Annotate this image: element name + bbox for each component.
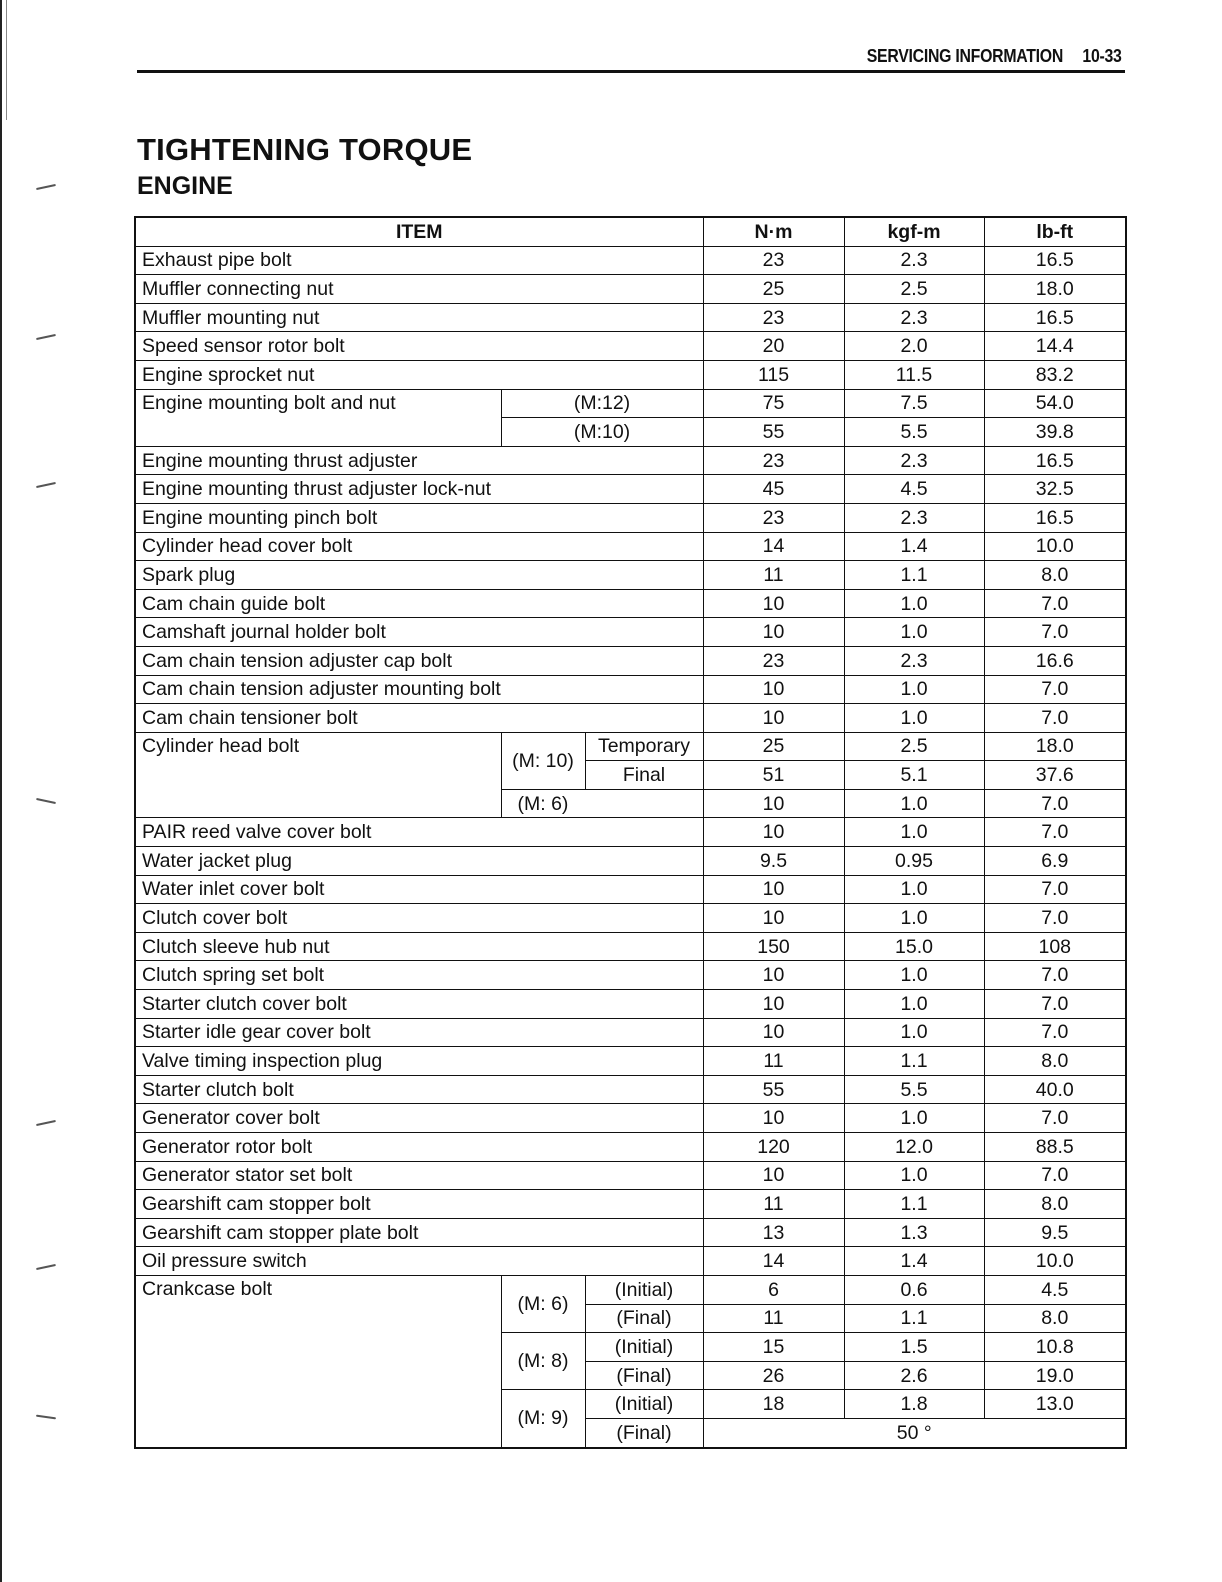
stage-cell: (Final): [585, 1304, 703, 1333]
kgfm-cell: 5.5: [844, 1075, 984, 1104]
nm-cell: 15: [703, 1333, 844, 1362]
lbft-cell: 10.0: [984, 532, 1126, 561]
kgfm-cell: 2.6: [844, 1361, 984, 1390]
lbft-cell: 19.0: [984, 1361, 1126, 1390]
table-row: [135, 389, 1126, 418]
kgfm-cell: 1.0: [844, 818, 984, 847]
table-row: [135, 990, 1126, 1019]
lbft-cell: 7.0: [984, 818, 1126, 847]
kgfm-cell: 1.0: [844, 875, 984, 904]
lbft-cell: 18.0: [984, 732, 1126, 761]
lbft-cell: 7.0: [984, 675, 1126, 704]
item-cell: Cam chain tension adjuster mounting bolt: [135, 675, 703, 704]
stage-cell: (Final): [585, 1361, 703, 1390]
nm-cell: 23: [703, 246, 844, 275]
section-subtitle: ENGINE: [137, 172, 233, 200]
kgfm-cell: 1.0: [844, 1161, 984, 1190]
nm-cell: 26: [703, 1361, 844, 1390]
nm-cell: 45: [703, 475, 844, 504]
nm-cell: 10: [703, 589, 844, 618]
nm-cell: 10: [703, 818, 844, 847]
item-cell: Starter clutch bolt: [135, 1075, 703, 1104]
kgfm-cell: 1.3: [844, 1218, 984, 1247]
table-row: [135, 475, 1126, 504]
kgfm-cell: 1.0: [844, 1104, 984, 1133]
kgfm-cell: 5.5: [844, 418, 984, 447]
margin-mark: [36, 1120, 56, 1126]
kgfm-cell: 1.5: [844, 1333, 984, 1362]
table-row: [135, 360, 1126, 389]
nm-cell: 11: [703, 1047, 844, 1076]
nm-cell: 10: [703, 990, 844, 1019]
table-row: [135, 732, 1126, 761]
lbft-cell: 7.0: [984, 789, 1126, 818]
lbft-cell: 8.0: [984, 561, 1126, 590]
kgfm-cell: 0.95: [844, 847, 984, 876]
kgfm-cell: 1.0: [844, 618, 984, 647]
nm-cell: 55: [703, 418, 844, 447]
kgfm-cell: 1.1: [844, 561, 984, 590]
size-cell: (M: 6): [501, 789, 703, 818]
nm-cell: 10: [703, 1018, 844, 1047]
item-cell: Clutch sleeve hub nut: [135, 932, 703, 961]
stage-cell: Final: [585, 761, 703, 790]
lbft-cell: 88.5: [984, 1133, 1126, 1162]
lbft-cell: 7.0: [984, 704, 1126, 733]
margin-mark: [36, 334, 56, 340]
page-title: TIGHTENING TORQUE: [137, 132, 473, 167]
nm-cell: 115: [703, 360, 844, 389]
nm-cell: 23: [703, 303, 844, 332]
kgfm-cell: 1.4: [844, 532, 984, 561]
nm-cell: 11: [703, 561, 844, 590]
lbft-cell: 10.8: [984, 1333, 1126, 1362]
table-header-row: [135, 217, 1126, 246]
table-row: [135, 532, 1126, 561]
lbft-cell: 39.8: [984, 418, 1126, 447]
kgfm-cell: 2.3: [844, 446, 984, 475]
table-row: [135, 275, 1126, 304]
table-row: [135, 704, 1126, 733]
kgfm-cell: 1.8: [844, 1390, 984, 1419]
kgfm-cell: 5.1: [844, 761, 984, 790]
header-item: ITEM: [135, 217, 703, 246]
table-row: [135, 904, 1126, 933]
nm-cell: 10: [703, 789, 844, 818]
size-cell: (M: 8): [501, 1333, 585, 1390]
nm-cell: 18: [703, 1390, 844, 1419]
lbft-cell: 7.0: [984, 1104, 1126, 1133]
item-cell: Cylinder head bolt: [135, 732, 501, 818]
item-cell: Cylinder head cover bolt: [135, 532, 703, 561]
lbft-cell: 6.9: [984, 847, 1126, 876]
item-cell: Muffler connecting nut: [135, 275, 703, 304]
nm-cell: 6: [703, 1275, 844, 1304]
header-rule: [137, 70, 1125, 73]
lbft-cell: 83.2: [984, 360, 1126, 389]
section-name: SERVICING INFORMATION: [867, 46, 1064, 66]
table-row: [135, 332, 1126, 361]
lbft-cell: 13.0: [984, 1390, 1126, 1419]
stage-cell: (Initial): [585, 1390, 703, 1419]
item-cell: Engine mounting thrust adjuster lock-nut: [135, 475, 703, 504]
stage-cell: (Initial): [585, 1333, 703, 1362]
item-cell: Clutch spring set bolt: [135, 961, 703, 990]
nm-cell: 55: [703, 1075, 844, 1104]
table-row: [135, 675, 1126, 704]
table-row: [135, 1018, 1126, 1047]
lbft-cell: 10.0: [984, 1247, 1126, 1276]
lbft-cell: 16.6: [984, 646, 1126, 675]
item-cell: Generator cover bolt: [135, 1104, 703, 1133]
nm-cell: 10: [703, 1104, 844, 1133]
item-cell: Generator stator set bolt: [135, 1161, 703, 1190]
kgfm-cell: 2.3: [844, 246, 984, 275]
table-row: [135, 961, 1126, 990]
item-cell: Exhaust pipe bolt: [135, 246, 703, 275]
kgfm-cell: 11.5: [844, 360, 984, 389]
kgfm-cell: 1.0: [844, 675, 984, 704]
table-row: [135, 1275, 1126, 1304]
kgfm-cell: 12.0: [844, 1133, 984, 1162]
size-cell: (M: 6): [501, 1275, 585, 1332]
item-cell: Cam chain tension adjuster cap bolt: [135, 646, 703, 675]
table-row: [135, 1075, 1126, 1104]
kgfm-cell: 4.5: [844, 475, 984, 504]
kgfm-cell: 1.1: [844, 1190, 984, 1219]
item-cell: PAIR reed valve cover bolt: [135, 818, 703, 847]
nm-cell: 10: [703, 704, 844, 733]
header-kgfm: kgf-m: [844, 217, 984, 246]
lbft-cell: 7.0: [984, 904, 1126, 933]
nm-cell: 51: [703, 761, 844, 790]
lbft-cell: 16.5: [984, 503, 1126, 532]
lbft-cell: 7.0: [984, 618, 1126, 647]
kgfm-cell: 1.0: [844, 589, 984, 618]
item-cell: Camshaft journal holder bolt: [135, 618, 703, 647]
lbft-cell: 108: [984, 932, 1126, 961]
size-cell: (M:12): [501, 389, 703, 418]
margin-mark: [36, 482, 56, 488]
nm-cell: 25: [703, 732, 844, 761]
table-row: [135, 618, 1126, 647]
item-cell: Engine mounting bolt and nut: [135, 389, 501, 446]
running-header: [867, 46, 1122, 67]
nm-cell: 10: [703, 675, 844, 704]
table-row: [135, 561, 1126, 590]
size-cell: (M:10): [501, 418, 703, 447]
item-cell: Valve timing inspection plug: [135, 1047, 703, 1076]
nm-cell: 23: [703, 446, 844, 475]
page-number: 10-33: [1082, 46, 1122, 66]
nm-cell: 10: [703, 875, 844, 904]
lbft-cell: 16.5: [984, 246, 1126, 275]
nm-cell: 25: [703, 275, 844, 304]
nm-cell: 13: [703, 1218, 844, 1247]
nm-cell: 20: [703, 332, 844, 361]
item-cell: Cam chain guide bolt: [135, 589, 703, 618]
lbft-cell: 8.0: [984, 1047, 1126, 1076]
table-row: [135, 1190, 1126, 1219]
kgfm-cell: 15.0: [844, 932, 984, 961]
table-row: [135, 589, 1126, 618]
kgfm-cell: 2.5: [844, 275, 984, 304]
item-cell: Water inlet cover bolt: [135, 875, 703, 904]
margin-mark: [36, 1415, 56, 1420]
torque-table: [134, 216, 1127, 1449]
kgfm-cell: 1.0: [844, 961, 984, 990]
nm-cell: 150: [703, 932, 844, 961]
table-row: [135, 847, 1126, 876]
kgfm-cell: 1.1: [844, 1047, 984, 1076]
stage-cell: (Final): [585, 1418, 703, 1447]
kgfm-cell: 1.0: [844, 990, 984, 1019]
item-cell: Gearshift cam stopper plate bolt: [135, 1218, 703, 1247]
item-cell: Engine sprocket nut: [135, 360, 703, 389]
nm-cell: 9.5: [703, 847, 844, 876]
header-lbft: lb-ft: [984, 217, 1126, 246]
lbft-cell: 54.0: [984, 389, 1126, 418]
table-row: [135, 303, 1126, 332]
kgfm-cell: 2.3: [844, 646, 984, 675]
kgfm-cell: 1.0: [844, 789, 984, 818]
item-cell: Engine mounting thrust adjuster: [135, 446, 703, 475]
lbft-cell: 8.0: [984, 1190, 1126, 1219]
margin-mark: [36, 1264, 56, 1270]
nm-cell: 75: [703, 389, 844, 418]
nm-cell: 10: [703, 961, 844, 990]
lbft-cell: 18.0: [984, 275, 1126, 304]
header-nm: N·m: [703, 217, 844, 246]
table-row: [135, 875, 1126, 904]
nm-cell: 120: [703, 1133, 844, 1162]
table-row: [135, 503, 1126, 532]
page-edge-left: [0, 0, 2, 1582]
lbft-cell: 37.6: [984, 761, 1126, 790]
nm-cell: 14: [703, 532, 844, 561]
lbft-cell: 9.5: [984, 1218, 1126, 1247]
item-cell: Engine mounting pinch bolt: [135, 503, 703, 532]
nm-cell: 11: [703, 1304, 844, 1333]
angle-cell: 50 °: [703, 1418, 1126, 1447]
lbft-cell: 40.0: [984, 1075, 1126, 1104]
item-cell: Oil pressure switch: [135, 1247, 703, 1276]
item-cell: Generator rotor bolt: [135, 1133, 703, 1162]
table-row: [135, 1133, 1126, 1162]
lbft-cell: 16.5: [984, 446, 1126, 475]
nm-cell: 10: [703, 904, 844, 933]
lbft-cell: 4.5: [984, 1275, 1126, 1304]
stage-cell: (Initial): [585, 1275, 703, 1304]
size-cell: (M: 9): [501, 1390, 585, 1448]
item-cell: Water jacket plug: [135, 847, 703, 876]
lbft-cell: 7.0: [984, 990, 1126, 1019]
nm-cell: 10: [703, 618, 844, 647]
table-row: [135, 1247, 1126, 1276]
kgfm-cell: 2.3: [844, 503, 984, 532]
table-row: [135, 646, 1126, 675]
nm-cell: 23: [703, 503, 844, 532]
kgfm-cell: 1.1: [844, 1304, 984, 1333]
lbft-cell: 7.0: [984, 961, 1126, 990]
lbft-cell: 32.5: [984, 475, 1126, 504]
item-cell: Crankcase bolt: [135, 1275, 501, 1447]
lbft-cell: 7.0: [984, 1161, 1126, 1190]
lbft-cell: 16.5: [984, 303, 1126, 332]
stage-cell: Temporary: [585, 732, 703, 761]
table-row: [135, 246, 1126, 275]
nm-cell: 10: [703, 1161, 844, 1190]
item-cell: Cam chain tensioner bolt: [135, 704, 703, 733]
table-row: [135, 1161, 1126, 1190]
kgfm-cell: 1.4: [844, 1247, 984, 1276]
kgfm-cell: 1.0: [844, 1018, 984, 1047]
nm-cell: 14: [703, 1247, 844, 1276]
item-cell: Clutch cover bolt: [135, 904, 703, 933]
kgfm-cell: 2.5: [844, 732, 984, 761]
kgfm-cell: 1.0: [844, 904, 984, 933]
item-cell: Starter clutch cover bolt: [135, 990, 703, 1019]
kgfm-cell: 2.3: [844, 303, 984, 332]
kgfm-cell: 7.5: [844, 389, 984, 418]
nm-cell: 23: [703, 646, 844, 675]
table-row: [135, 1218, 1126, 1247]
item-cell: Speed sensor rotor bolt: [135, 332, 703, 361]
page-edge-binding: [6, 0, 7, 120]
margin-mark: [36, 184, 56, 190]
item-cell: Starter idle gear cover bolt: [135, 1018, 703, 1047]
margin-mark: [36, 798, 56, 804]
kgfm-cell: 0.6: [844, 1275, 984, 1304]
item-cell: Muffler mounting nut: [135, 303, 703, 332]
nm-cell: 11: [703, 1190, 844, 1219]
item-cell: Gearshift cam stopper bolt: [135, 1190, 703, 1219]
table-row: [135, 932, 1126, 961]
lbft-cell: 8.0: [984, 1304, 1126, 1333]
lbft-cell: 7.0: [984, 1018, 1126, 1047]
kgfm-cell: 1.0: [844, 704, 984, 733]
table-row: [135, 818, 1126, 847]
table-row: [135, 1047, 1126, 1076]
lbft-cell: 14.4: [984, 332, 1126, 361]
table-row: [135, 1104, 1126, 1133]
item-cell: Spark plug: [135, 561, 703, 590]
kgfm-cell: 2.0: [844, 332, 984, 361]
lbft-cell: 7.0: [984, 875, 1126, 904]
lbft-cell: 7.0: [984, 589, 1126, 618]
size-cell: (M: 10): [501, 732, 585, 789]
table-row: [135, 446, 1126, 475]
